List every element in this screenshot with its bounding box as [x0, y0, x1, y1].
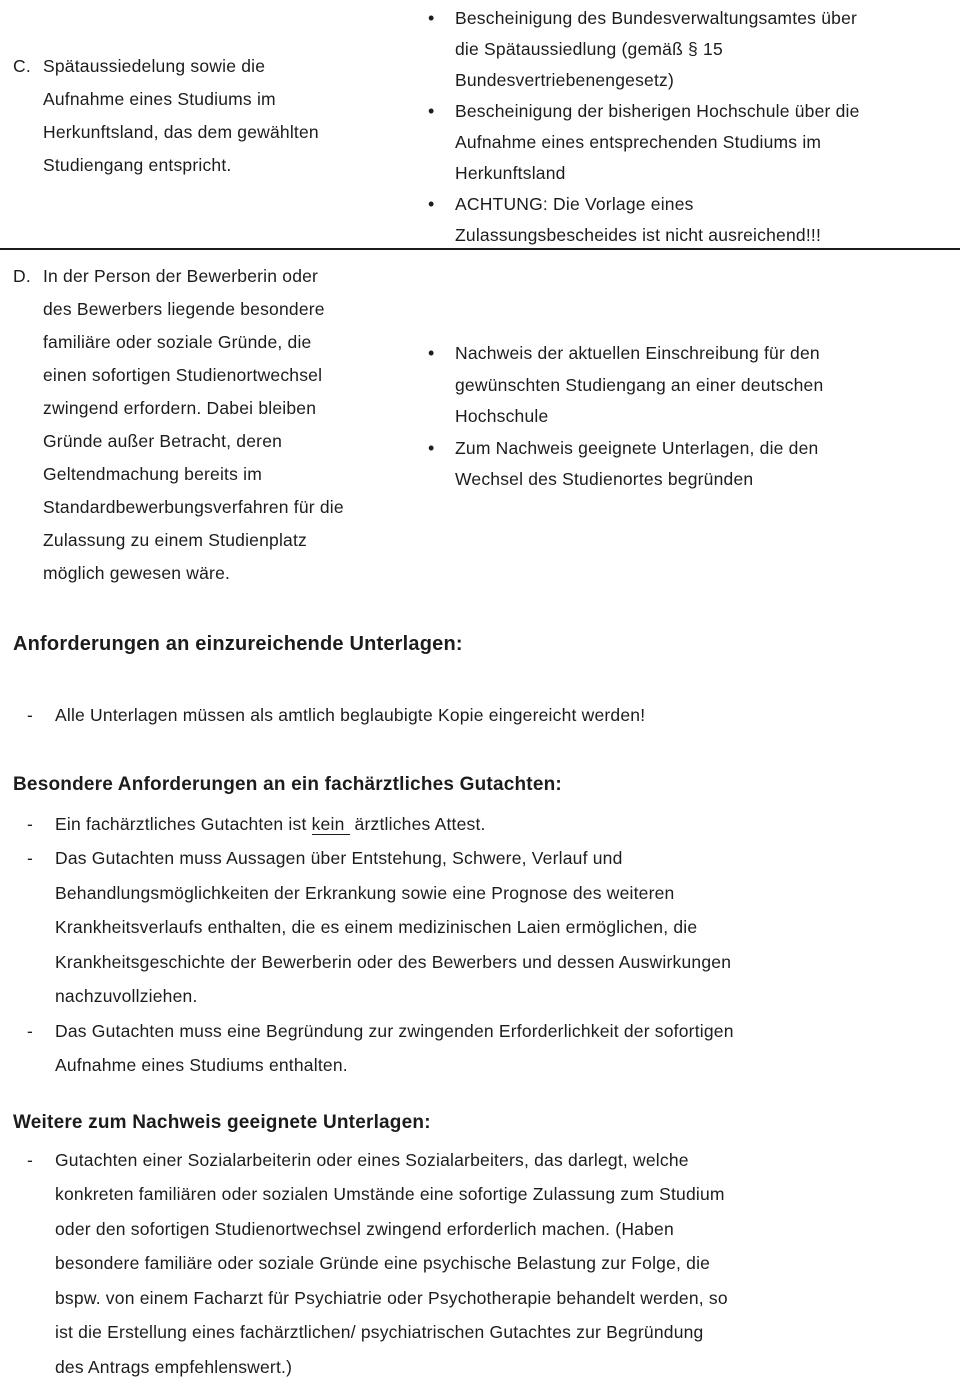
lettered-item-c	[13, 50, 405, 182]
bullet-item	[428, 433, 944, 496]
lettered-item-d	[13, 260, 405, 590]
section-heading: Anforderungen an einzureichende Unterlagen:	[13, 632, 944, 656]
item-text-d: In der Person der Bewerberin oder des Bewerbers liegende besondere familiäre oder soziale Gründe, die einen sofortigen Studienortwechsel zwingend erfordern. Dabei bleiben Gründe außer Betracht, deren Geltendmachung bereits im Standardbewerbungsverfahren für die Zulassung zu einem Studienplatz möglich gewesen wäre.	[43, 260, 344, 590]
dash-icon: -	[27, 807, 55, 842]
text-pre: Ein fachärztliches Gutachten ist	[55, 814, 312, 834]
section-anforderungen	[13, 632, 944, 733]
bullet-icon: •	[428, 433, 455, 496]
section-items	[13, 807, 944, 1083]
criterion-c-cell	[0, 0, 415, 250]
dash-item	[13, 807, 944, 842]
bullet-text: ACHTUNG: Die Vorlage eines Zulassungsbescheides ist nicht ausreichend!!!	[455, 189, 821, 250]
criterion-d-cell	[0, 250, 415, 590]
bullet-icon: •	[428, 189, 455, 250]
dash-icon: -	[27, 1143, 55, 1384]
dash-text: Alle Unterlagen müssen als amtlich beglaubigte Kopie eingereicht werden!	[55, 698, 645, 733]
bullet-icon: •	[428, 96, 455, 189]
section-heading: Besondere Anforderungen an ein fachärztliches Gutachten:	[13, 773, 944, 797]
bullet-text: Bescheinigung der bisherigen Hochschule über die Aufnahme eines entsprechenden Studiums im Herkunftsland	[455, 96, 860, 189]
dash-item	[13, 1143, 944, 1384]
bullet-text: Nachweis der aktuellen Einschreibung für den gewünschten Studiengang an einer deutschen Hochschule	[455, 338, 823, 433]
bullet-item	[428, 3, 944, 96]
bullet-text: Bescheinigung des Bundesverwaltungsamtes über die Spätaussiedlung (gemäß § 15 Bundesvertriebenengesetz)	[455, 3, 857, 96]
requirements-sections	[0, 632, 960, 1384]
dash-text: Das Gutachten muss eine Begründung zur zwingenden Erforderlichkeit der sofortigen Aufnahme eines Studiums enthalten.	[55, 1014, 734, 1083]
bullet-item	[428, 96, 944, 189]
bullet-item	[428, 338, 944, 433]
dash-item	[13, 841, 944, 1014]
section-weitere	[13, 1111, 944, 1384]
dash-text: Das Gutachten muss Aussagen über Entstehung, Schwere, Verlauf und Behandlungsmöglichkeiten der Erkrankung sowie eine Prognose des weiteren Krankheitsverlaufs enthalten, die es einem medizinischen Laien ermöglichen, die Krankheitsgeschichte der Bewerberin oder des Bewerbers und dessen Auswirkungen nachzuvollziehen.	[55, 841, 731, 1014]
section-items	[13, 1143, 944, 1384]
section-gutachten	[13, 773, 944, 1083]
dash-item	[13, 698, 944, 733]
item-label-c: C.	[13, 50, 43, 182]
dash-text	[55, 807, 486, 842]
bullet-text: Zum Nachweis geeignete Unterlagen, die den Wechsel des Studienortes begründen	[455, 433, 818, 496]
criteria-table	[0, 0, 960, 590]
dash-icon: -	[27, 1014, 55, 1083]
bullet-item	[428, 189, 944, 250]
documents-d-cell	[415, 250, 960, 590]
item-text-c: Spätaussiedelung sowie die Aufnahme eines Studiums im Herkunftsland, das dem gewählten Studiengang entspricht.	[43, 50, 319, 182]
dash-text: Gutachten einer Sozialarbeiterin oder eines Sozialarbeiters, das darlegt, welche konkreten familiären oder sozialen Umstände eine sofortige Zulassung zum Studium oder den sofortigen Studienortwechsel zwingend erforderlich machen. (Haben besondere familiäre oder soziale Gründe eine psychische Belastung zur Folge, die bspw. von einem Facharzt für Psychiatrie oder Psychotherapie behandelt werden, so ist die Erstellung eines fachärztlichen/ psychiatrischen Gutachtes zur Begründung des Antrags empfehlenswert.)	[55, 1143, 728, 1384]
section-heading: Weitere zum Nachweis geeignete Unterlagen:	[13, 1111, 944, 1135]
documents-c-cell	[415, 0, 960, 250]
dash-icon: -	[27, 841, 55, 1014]
text-post: ärztliches Attest.	[350, 814, 486, 834]
bullet-icon: •	[428, 3, 455, 96]
table-row-d	[0, 250, 960, 590]
rich-line	[55, 807, 486, 842]
underlined-word: kein	[312, 814, 350, 835]
dash-item	[13, 1014, 944, 1083]
item-label-d: D.	[13, 260, 43, 590]
table-row-c	[0, 0, 960, 250]
dash-icon: -	[27, 698, 55, 733]
bullet-icon: •	[428, 338, 455, 433]
